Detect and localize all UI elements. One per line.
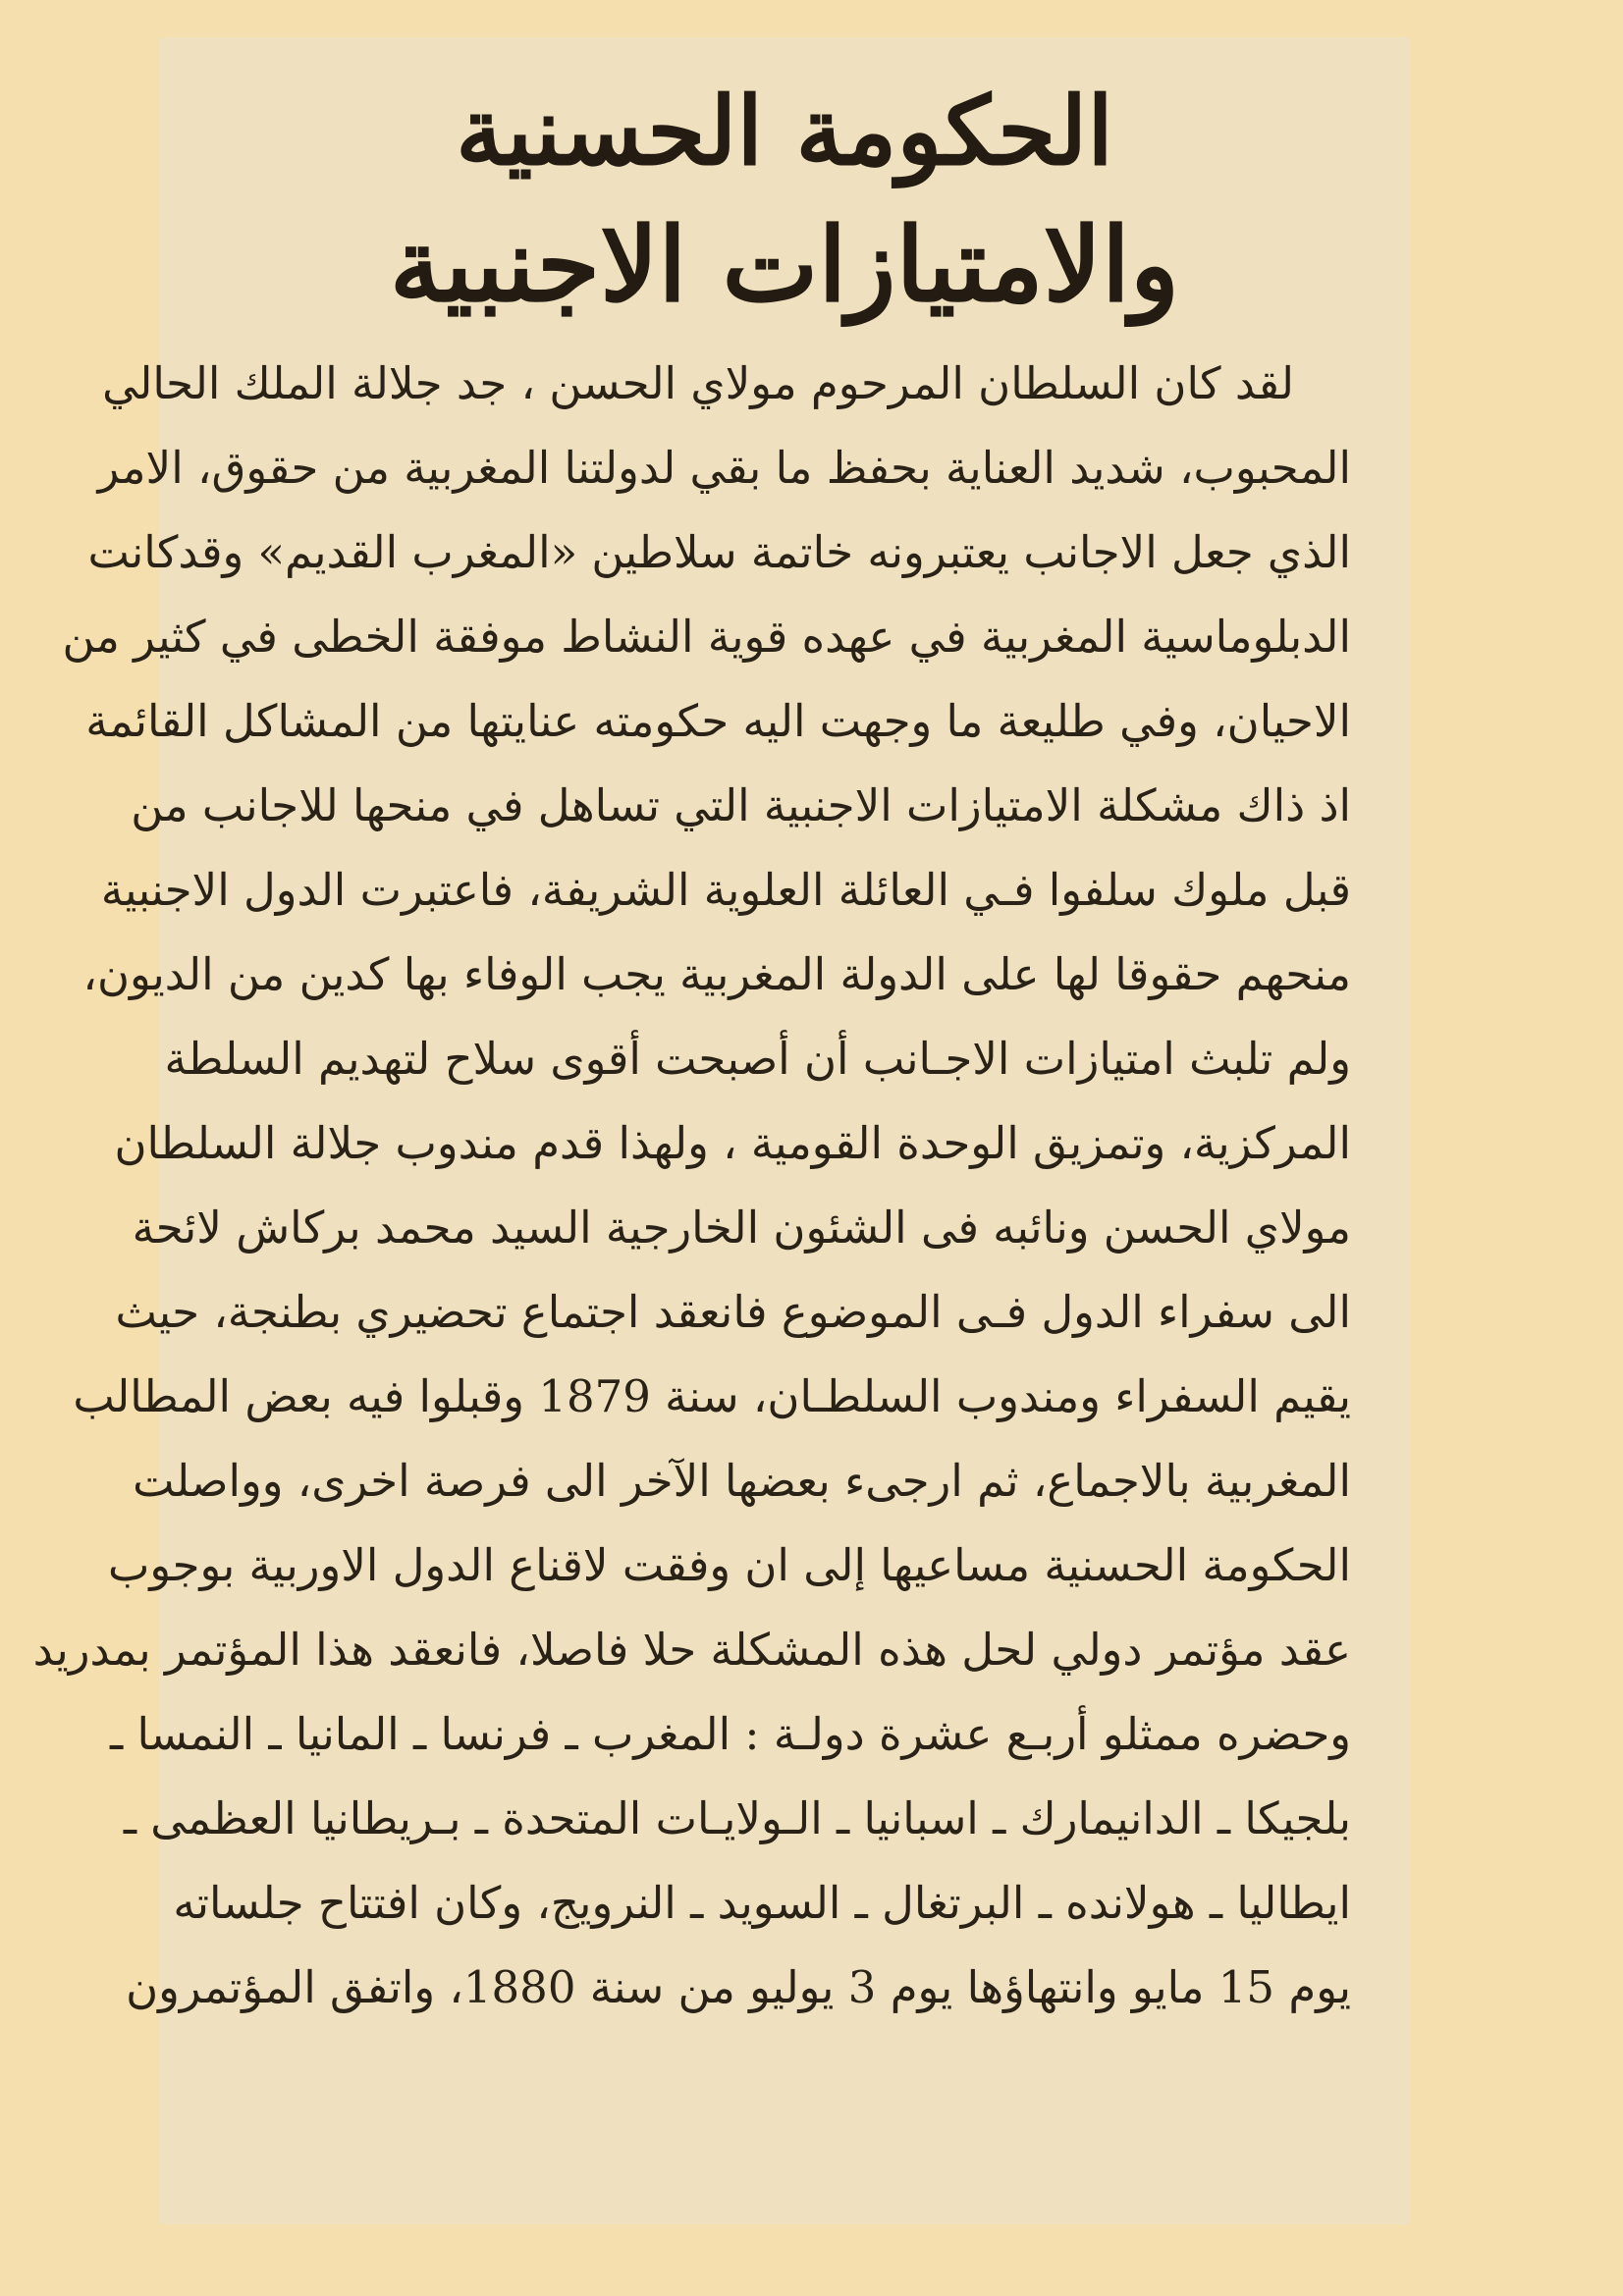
body-line: بلجيكا ـ الدانيمارك ـ اسبانيا ـ الـولايـات المتحدة ـ بـريطانيا العظمى ـ bbox=[123, 1792, 1351, 1844]
body-line: يقيم السفراء ومندوب السلطـان، سنة 1879 وقبلوا فيه بعض المطالب bbox=[73, 1370, 1351, 1422]
body-line: المغربية بالاجماع، ثم ارجىء بعضها الآخر الى فرصة اخرى، وواصلت bbox=[133, 1455, 1351, 1507]
body-line: الاحيان، وفي طليعة ما وجهت اليه حكومته عنايتها من المشاكل القائمة bbox=[85, 695, 1351, 747]
body-line: ولم تلبث امتيازات الاجـانب أن أصبحت أقوى سلاح لتهديم السلطة bbox=[164, 1033, 1351, 1085]
body-line: الحكومة الحسنية مساعيها إلى ان وفقت لاقناع الدول الاوربية بوجوب bbox=[108, 1539, 1351, 1591]
body-line: مولاي الحسن ونائبه فى الشئون الخارجية السيد محمد بركاش لائحة bbox=[132, 1201, 1351, 1254]
body-line: وحضره ممثلو أربـع عشرة دولـة : المغرب ـ فرنسا ـ المانيا ـ النمسا ـ bbox=[109, 1708, 1351, 1760]
body-line: لقد كان السلطان المرحوم مولاي الحسن ، جد جلالة الملك الحالي bbox=[102, 357, 1294, 409]
body-line: الذي جعل الاجانب يعتبرونه خاتمة سلاطين «المغرب القديم» وقدكانت bbox=[87, 526, 1351, 578]
body-line: المركزية، وتمزيق الوحدة القومية ، ولهذا قدم مندوب جلالة السلطان bbox=[114, 1117, 1351, 1169]
body-line: يوم 15 مايو وانتهاؤها يوم 3 يوليو من سنة 1880، واتفق المؤتمرون bbox=[126, 1961, 1351, 2013]
body-line: المحبوب، شديد العناية بحفظ ما بقي لدولتنا المغربية من حقوق، الامر bbox=[97, 442, 1351, 494]
body-line: عقد مؤتمر دولي لحل هذه المشكلة حلا فاصلا، فانعقد هذا المؤتمر بمدريد bbox=[32, 1624, 1351, 1676]
body-line: قبل ملوك سلفوا فـي العائلة العلوية الشريفة، فاعتبرت الدول الاجنبية bbox=[100, 864, 1351, 916]
body-line: منحهم حقوقا لها على الدولة المغربية يجب الوفاء بها كدين من الديون، bbox=[82, 948, 1351, 1000]
article-title-line-1: الحكومة الحسنية bbox=[456, 76, 1113, 187]
body-line: الدبلوماسية المغربية في عهده قوية النشاط موفقة الخطى في كثير من bbox=[62, 611, 1351, 663]
body-line: اذ ذاك مشكلة الامتيازات الاجنبية التي تساهل في منحها للاجانب من bbox=[131, 779, 1351, 831]
article-title-line-2: والامتيازات الاجنبية bbox=[389, 204, 1180, 325]
article-body bbox=[32, 342, 1351, 2030]
body-line: ايطاليا ـ هولانده ـ البرتغال ـ السويد ـ النرويج، وكان افتتاح جلساته bbox=[173, 1877, 1351, 1929]
body-line: الى سفراء الدول فـى الموضوع فانعقد اجتماع تحضيري بطنجة، حيث bbox=[115, 1286, 1351, 1338]
scanned-article bbox=[32, 37, 1410, 2224]
